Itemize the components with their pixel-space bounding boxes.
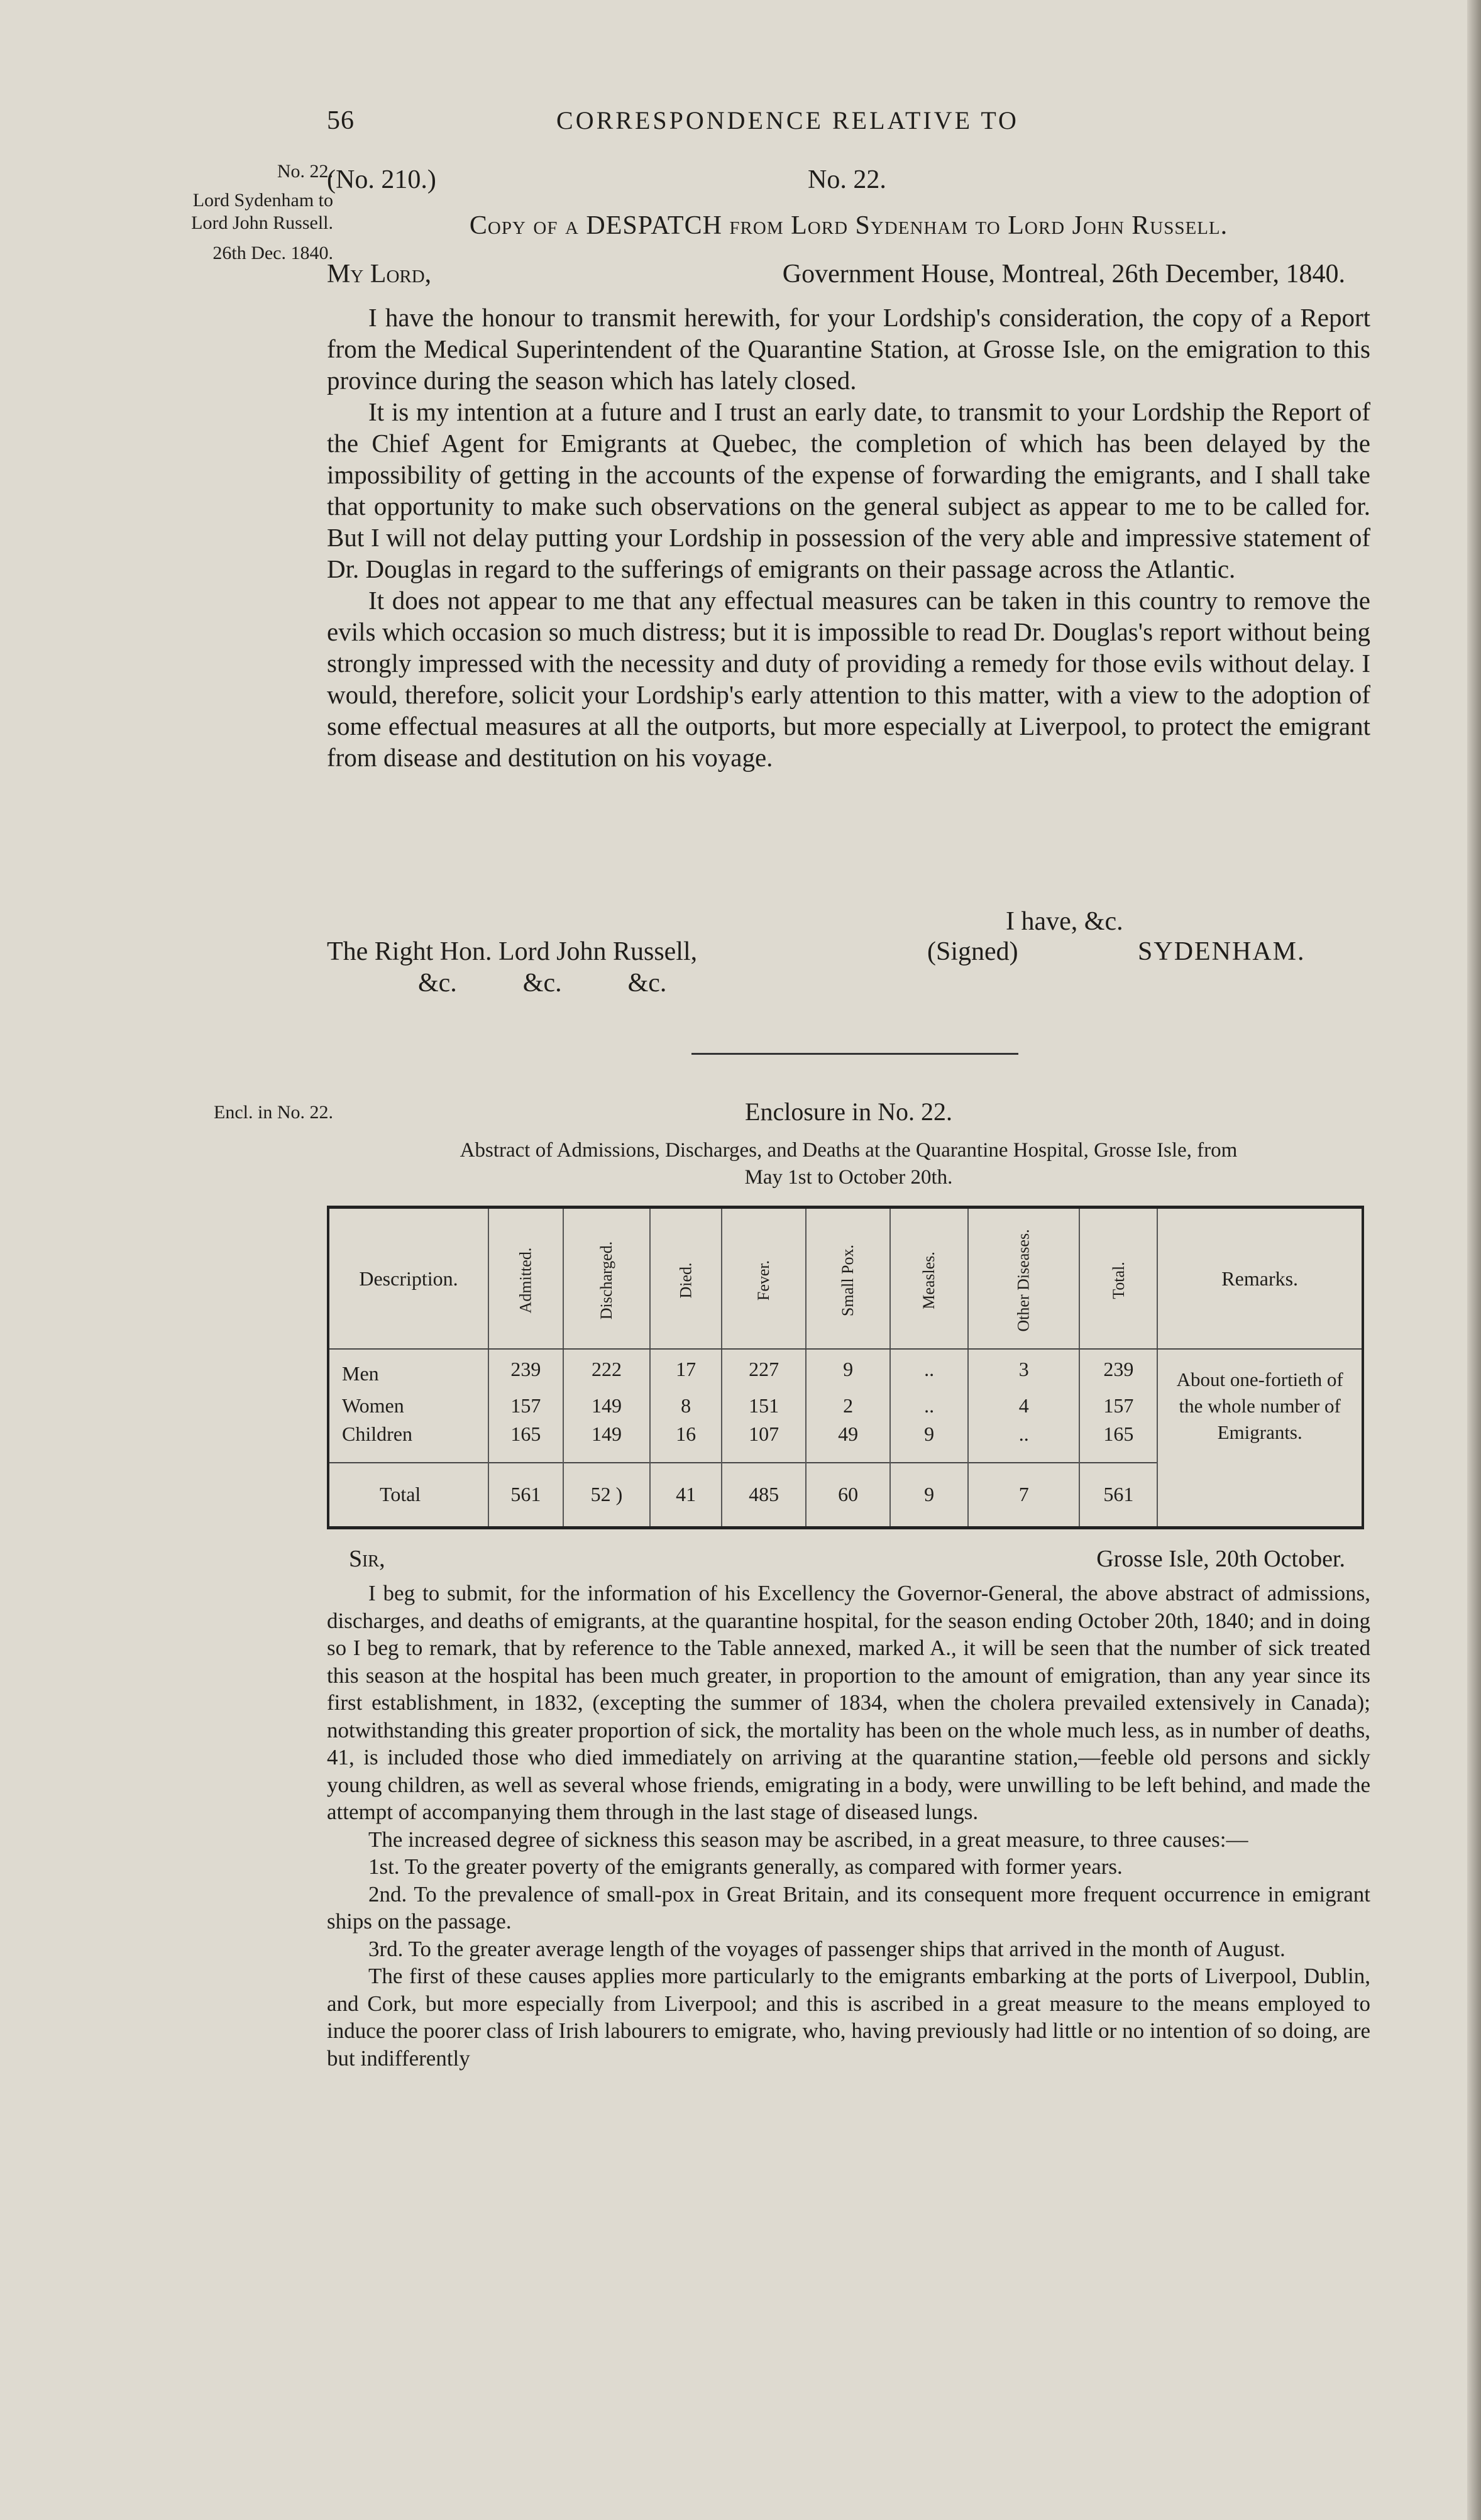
despatch-ref: (No. 210.): [327, 165, 436, 194]
th-description: Description.: [328, 1208, 488, 1350]
th-remarks: Remarks.: [1157, 1208, 1363, 1350]
cell: 239: [1079, 1349, 1157, 1389]
despatch-addressee: The Right Hon. Lord John Russell,: [327, 937, 698, 966]
cell: 165: [1079, 1422, 1157, 1463]
letter-paragraph: 1st. To the greater poverty of the emigrants generally, as compared with former years.: [368, 1854, 1123, 1879]
total-cell: 485: [722, 1463, 806, 1528]
despatch-title: Copy of a DESPATCH from Lord Sydenham to Lord John Russell.: [469, 211, 1228, 240]
total-remarks-empty: [1157, 1463, 1363, 1528]
remarks-cell: About one-fortieth of the whole number of Emigrants.: [1157, 1349, 1363, 1463]
despatch-no: No. 22.: [808, 165, 886, 194]
despatch-paragraph: It does not appear to me that any effectual measures can be taken in this country to remove the evils which occasion so much distress; but it is impossible to read Dr. Douglas's report without being strongly impressed with the necessity and duty of providing a remedy for those evils without delay. I would, therefore, solicit your Lordship's early attention to this matter, with a view to the adoption of some effectual measures at all the outports, but more especially at Liverpool, to protect the emigrant from disease and destitution on his voyage.: [327, 586, 1370, 772]
despatch-paragraph: I have the honour to transmit herewith, for your Lordship's consideration, the copy of a Report from the Medical Superintendent of the Quarantine Station, at Grosse Isle, on the emigration to this province during the season which has lately closed.: [327, 303, 1370, 395]
cell: 16: [650, 1422, 722, 1463]
table-header-row: [328, 1208, 1363, 1350]
cell: 9: [890, 1422, 968, 1463]
abstract-table: [327, 1206, 1364, 1529]
cell: 239: [488, 1349, 563, 1389]
section-divider: [691, 1053, 1018, 1055]
row-label: Women: [342, 1394, 404, 1417]
cell: ..: [890, 1389, 968, 1422]
th-discharged: Discharged.: [563, 1208, 650, 1350]
cell: 4: [968, 1389, 1079, 1422]
cell: 9: [806, 1349, 890, 1389]
letter-place-date: Grosse Isle, 20th October.: [1096, 1546, 1345, 1572]
total-cell: 561: [1079, 1463, 1157, 1528]
cell: 107: [722, 1422, 806, 1463]
margin-encl: Encl. in No. 22.: [214, 1102, 333, 1123]
cell: 2: [806, 1389, 890, 1422]
cell: 149: [563, 1389, 650, 1422]
despatch-paragraph: It is my intention at a future and I trust an early date, to transmit to your Lordship the Report of the Chief Agent for Emigrants at Quebec, the completion of which has been delayed by the impossibility of getting in the accounts of the expense of forwarding the emigrants, and I shall take that opportunity to make such observations on the general subject as appear to me to be called for. But I will not delay putting your Lordship in possession of the very able and impressive statement of Dr. Douglas in regard to the sufferings of emigrants on their passage across the Atlantic.: [327, 397, 1370, 583]
margin-from-to-2: Lord John Russell.: [191, 212, 333, 233]
despatch-place-date: Government House, Montreal, 26th December, 1840.: [782, 260, 1345, 289]
table-total-row: [328, 1463, 1363, 1528]
row-label: Children: [342, 1422, 412, 1445]
abstract-caption-2: May 1st to October 20th.: [744, 1166, 953, 1189]
total-cell: 52 ): [563, 1463, 650, 1528]
th-admitted: Admitted.: [488, 1208, 563, 1350]
cell: ..: [890, 1349, 968, 1389]
letter-body: [327, 1580, 1370, 2072]
cell: 227: [722, 1349, 806, 1389]
cell: 3: [968, 1349, 1079, 1389]
cell: 151: [722, 1389, 806, 1422]
despatch-addressee-etc: &c. &c. &c.: [418, 969, 667, 998]
th-measles: Measles.: [890, 1208, 968, 1350]
cell: 49: [806, 1422, 890, 1463]
total-cell: 60: [806, 1463, 890, 1528]
total-cell: 9: [890, 1463, 968, 1528]
total-label: Total: [328, 1463, 488, 1528]
th-other-diseases: Other Diseases.: [968, 1208, 1079, 1350]
letter-salutation: Sir,: [349, 1546, 385, 1572]
cell: ..: [968, 1422, 1079, 1463]
letter-paragraph: The first of these causes applies more particularly to the emigrants embarking at the ports of Liverpool, Dublin, and Cork, but more especially from Liverpool; and this is ascribed in a great measure to the means employed to induce the poorer class of Irish labourers to emigrate, who, having previously had little or no intention of so doing, are but indifferently: [327, 1964, 1370, 2071]
row-label: Men: [342, 1362, 379, 1385]
margin-from-to-1: Lord Sydenham to: [192, 190, 333, 211]
total-cell: 41: [650, 1463, 722, 1528]
th-died: Died.: [650, 1208, 722, 1350]
cell: 157: [488, 1389, 563, 1422]
cell: 17: [650, 1349, 722, 1389]
margin-no: No. 22.: [277, 161, 333, 182]
despatch-signature: SYDENHAM.: [1138, 937, 1306, 966]
total-cell: 7: [968, 1463, 1079, 1528]
letter-paragraph: I beg to submit, for the information of his Excellency the Governor-General, the above abstract of admissions, discharges, and deaths of emigrants, at the quarantine hospital, for the season ending October 20th, 1840; and in doing so I beg to remark, that by reference to the Table annexed, marked A., it will be seen that the number of sick treated this season at the hospital has been much greater, in proportion to the amount of emigration, than any year since its first establishment, in 1832, (excepting the summer of 1834, when the cholera prevailed extensively in Canada); notwithstanding this greater proportion of sick, the mortality has been on the whole much less, as in number of deaths, 41, is included those who died immediately on arriving at the quarantine station,—feeble old persons and sickly young children, as well as several whose friends, emigrating in a body, were unwilling to be left behind, and made the attempt of accompanying them through in the last stage of diseased lungs.: [327, 1581, 1370, 1824]
th-small-pox: Small Pox.: [806, 1208, 890, 1350]
despatch-body: [327, 302, 1370, 773]
th-fever: Fever.: [722, 1208, 806, 1350]
cell: 8: [650, 1389, 722, 1422]
table-row: [328, 1349, 1363, 1389]
letter-paragraph: The increased degree of sickness this season may be ascribed, in a great measure, to three causes:—: [368, 1827, 1248, 1852]
cell: 222: [563, 1349, 650, 1389]
th-total: Total.: [1079, 1208, 1157, 1350]
page-edge: [1467, 0, 1481, 2520]
despatch-closing: I have, &c.: [1006, 907, 1123, 936]
enclosure-title: Enclosure in No. 22.: [745, 1098, 952, 1126]
running-title: CORRESPONDENCE RELATIVE TO: [556, 106, 1019, 135]
letter-paragraph: 3rd. To the greater average length of the voyages of passenger ships that arrived in the month of August.: [368, 1936, 1286, 1961]
despatch-signed: (Signed): [927, 937, 1018, 966]
cell: 149: [563, 1422, 650, 1463]
cell: 165: [488, 1422, 563, 1463]
abstract-caption-1: Abstract of Admissions, Discharges, and Deaths at the Quarantine Hospital, Grosse Isle, from: [460, 1139, 1238, 1162]
margin-note-enclosure: [119, 1101, 333, 1124]
margin-note-despatch: [119, 160, 333, 265]
despatch-salutation: My Lord,: [327, 260, 432, 289]
page-number: 56: [327, 106, 355, 135]
margin-date: 26th Dec. 1840.: [212, 243, 333, 263]
cell: 157: [1079, 1389, 1157, 1422]
letter-paragraph: 2nd. To the prevalence of small-pox in Great Britain, and its consequent more frequent occurrence in emigrant ships on the passage.: [327, 1881, 1370, 1934]
total-cell: 561: [488, 1463, 563, 1528]
